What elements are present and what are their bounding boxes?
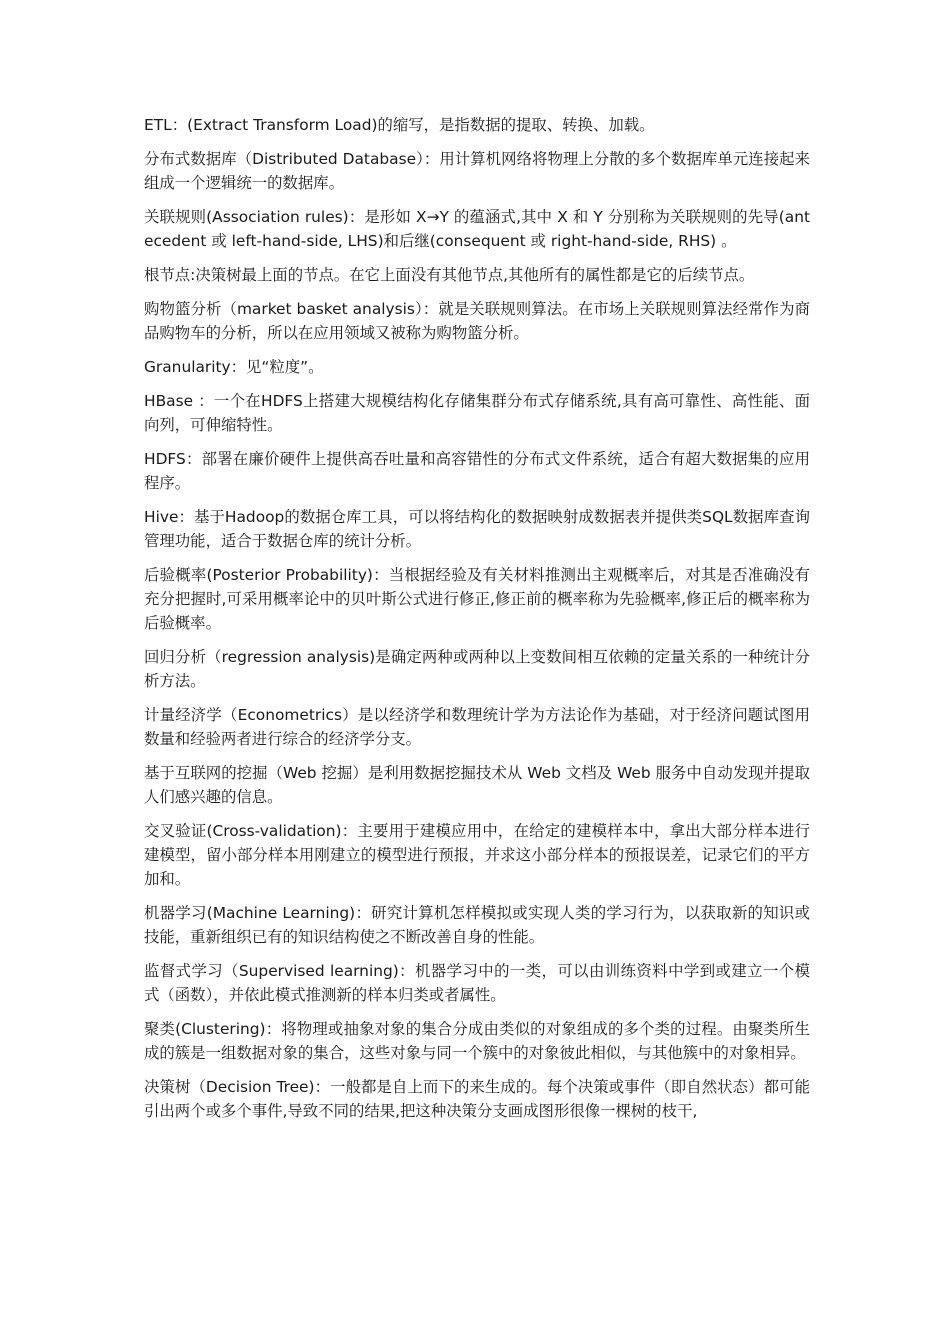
paragraph-supervised-learning: 监督式学习（Supervised learning)：机器学习中的一类，可以由训练资料中学到或建立一个模式（函数），并依此模式推测新的样本归类或者属性。	[144, 962, 810, 1004]
paragraph-machine-learning: 机器学习(Machine Learning)：研究计算机怎样模拟或实现人类的学习行为，以获取新的知识或技能，重新组织已有的知识结构使之不断改善自身的性能。	[144, 904, 810, 946]
paragraph-econometrics: 计量经济学（Econometrics）是以经济学和数理统计学为方法论作为基础，对于经济问题试图用数量和经验两者进行综合的经济学分支。	[144, 706, 810, 748]
paragraph-hdfs: HDFS：部署在廉价硬件上提供高吞吐量和高容错性的分布式文件系统，适合有超大数据集的应用程序。	[144, 450, 810, 492]
paragraph-market-basket-analysis: 购物篮分析（market basket analysis）：就是关联规则算法。在市场上关联规则算法经常作为商品购物车的分析，所以在应用领域又被称为购物篮分析。	[144, 300, 810, 342]
paragraph-hbase: HBase ：一个在HDFS上搭建大规模结构化存储集群分布式存储系统,具有高可靠性、高性能、面向列，可伸缩特性。	[144, 392, 810, 434]
paragraph-hive: Hive：基于Hadoop的数据仓库工具，可以将结构化的数据映射成数据表并提供类SQL数据库查询管理功能，适合于数据仓库的统计分析。	[144, 508, 810, 550]
paragraph-granularity: Granularity：见“粒度”。	[144, 358, 324, 376]
paragraph-etl: ETL：(Extract Transform Load)的缩写，是指数据的提取、转换、加载。	[144, 116, 655, 134]
paragraph-association-rules: 关联规则(Association rules)：是形如 X→Y 的蕴涵式,其中 X 和 Y 分别称为关联规则的先导(antecedent 或 left-hand-side, LHS)和后继(consequent 或 right-hand-side, RHS) 。	[144, 208, 810, 250]
paragraph-decision-tree: 决策树（Decision Tree)：一般都是自上而下的来生成的。每个决策或事件（即自然状态）都可能引出两个或多个事件,导致不同的结果,把这种决策分支画成图形很像一棵树的枝干,	[144, 1078, 810, 1120]
paragraph-distributed-database: 分布式数据库（Distributed Database）：用计算机网络将物理上分散的多个数据库单元连接起来组成一个逻辑统一的数据库。	[144, 150, 810, 192]
document-body	[144, 113, 810, 1133]
paragraph-root-node: 根节点:决策树最上面的节点。在它上面没有其他节点,其他所有的属性都是它的后续节点。	[144, 266, 755, 284]
paragraph-regression-analysis: 回归分析（regression analysis)是确定两种或两种以上变数间相互依赖的定量关系的一种统计分析方法。	[144, 648, 810, 690]
paragraph-clustering: 聚类(Clustering)：将物理或抽象对象的集合分成由类似的对象组成的多个类的过程。由聚类所生成的簇是一组数据对象的集合，这些对象与同一个簇中的对象彼此相似，与其他簇中的对象相异。	[144, 1020, 810, 1062]
paragraph-cross-validation: 交叉验证(Cross-validation)：主要用于建模应用中，在给定的建模样本中，拿出大部分样本进行建模型，留小部分样本用刚建立的模型进行预报，并求这小部分样本的预报误差，记录它们的平方加和。	[144, 822, 810, 888]
paragraph-posterior-probability: 后验概率(Posterior Probability)：当根据经验及有关材料推测出主观概率后，对其是否准确没有充分把握时,可采用概率论中的贝叶斯公式进行修正,修正前的概率称为先验概率,修正后的概率称为后验概率。	[144, 566, 810, 632]
paragraph-web-mining: 基于互联网的挖掘（Web 挖掘）是利用数据挖掘技术从 Web 文档及 Web 服务中自动发现并提取人们感兴趣的信息。	[144, 764, 810, 806]
